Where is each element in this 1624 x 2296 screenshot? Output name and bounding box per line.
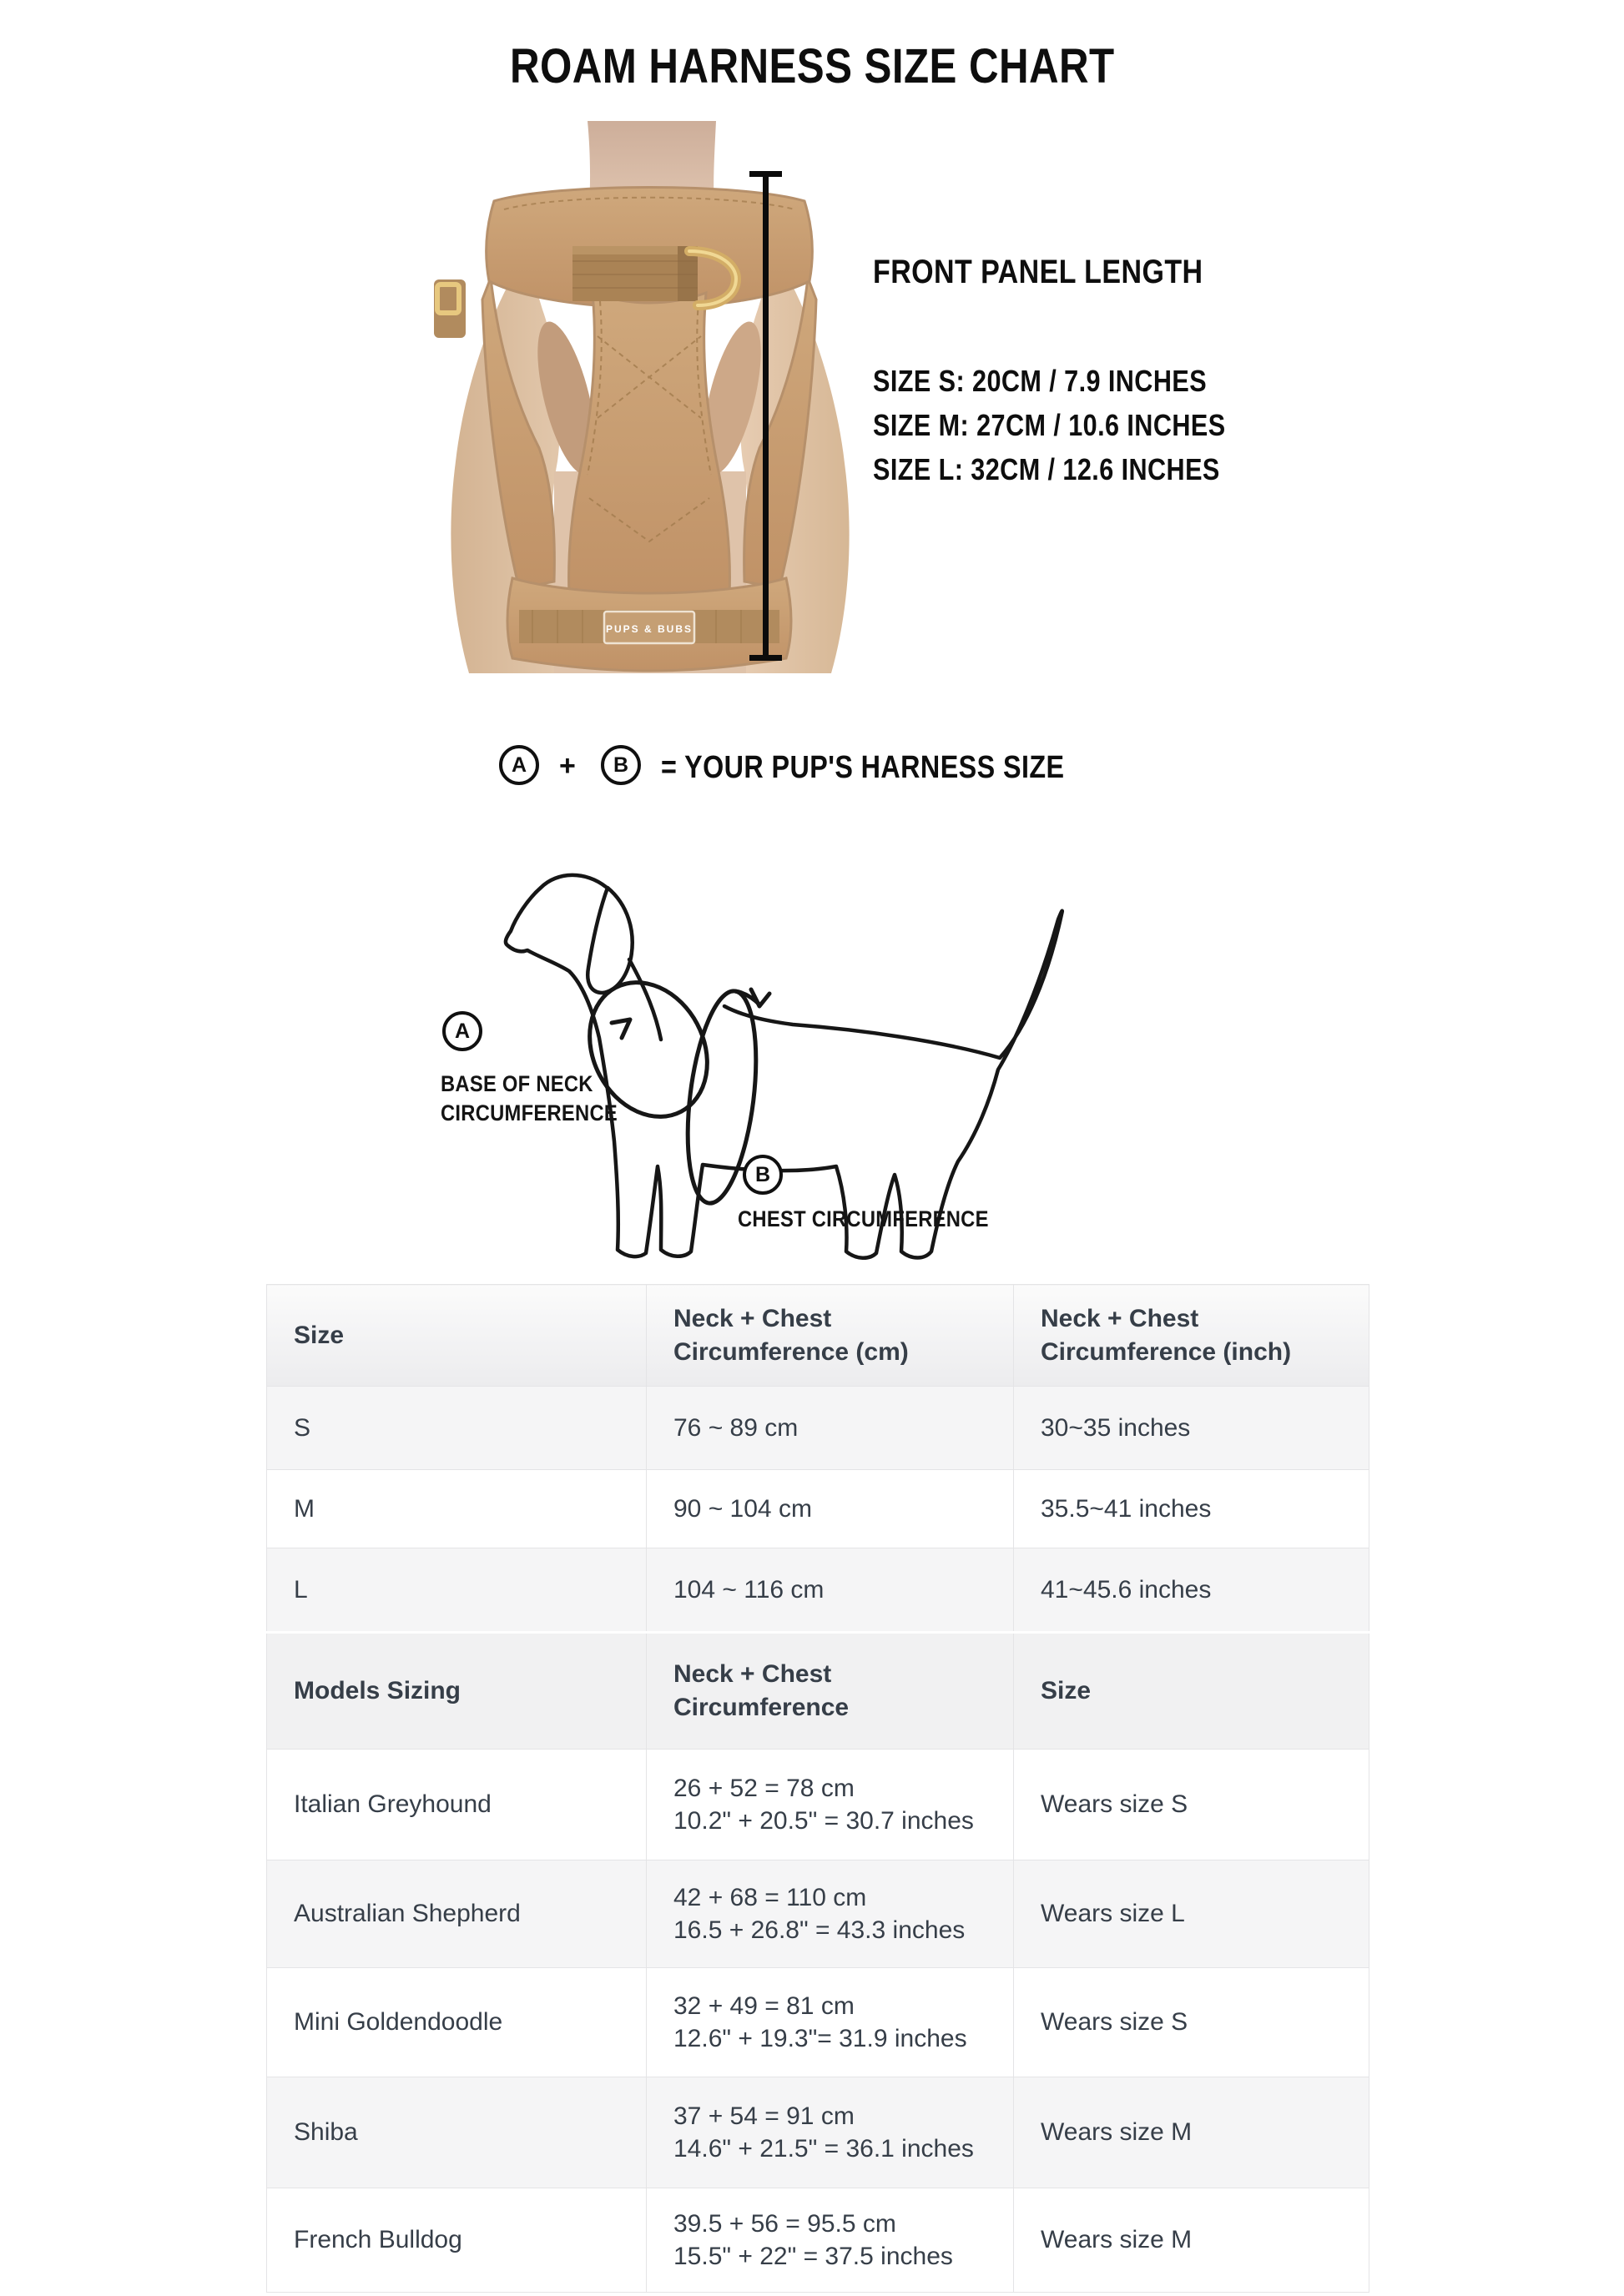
size-table-header-cm: Neck + Chest Circumference (cm) xyxy=(647,1285,1014,1387)
table-row-size-l: L 104 ~ 116 cm 41~45.6 inches xyxy=(267,1548,1369,1633)
size-table-header-row xyxy=(267,1285,1369,1387)
models-header-size: Size xyxy=(1014,1633,1369,1750)
models-header-circ: Neck + Chest Circumference xyxy=(647,1633,1014,1750)
sketch-b-badge: B xyxy=(743,1155,783,1195)
formula-result: = YOUR PUP'S HARNESS SIZE xyxy=(661,750,1065,785)
formula-b-badge: B xyxy=(601,745,641,785)
front-panel-size-m: SIZE M: 27CM / 10.6 INCHES xyxy=(873,408,1226,442)
sketch-b-label: CHEST CIRCUMFERENCE xyxy=(738,1206,989,1231)
table-row-size-m: M 90 ~ 104 cm 35.5~41 inches xyxy=(267,1470,1369,1548)
front-panel-measure-line xyxy=(763,171,769,661)
front-panel-size-s: SIZE S: 20CM / 7.9 INCHES xyxy=(873,364,1208,398)
front-panel-size-l: SIZE L: 32CM / 12.6 INCHES xyxy=(873,452,1220,486)
formula-plus: + xyxy=(559,750,576,782)
models-table-header-row xyxy=(267,1633,1369,1750)
harness-photo xyxy=(432,121,873,673)
size-chart-table xyxy=(266,1284,1369,2293)
brand-label-text: PUPS & BUBS xyxy=(605,623,693,635)
table-row-australian-shepherd: Australian Shepherd 42 + 68 = 110 cm 16.5 + 26.8" = 43.3 inches Wears size L xyxy=(267,1860,1369,1968)
table-row-italian-greyhound: Italian Greyhound 26 + 52 = 78 cm 10.2" + 20.5" = 30.7 inches Wears size S xyxy=(267,1750,1369,1860)
sketch-a-badge: A xyxy=(442,1011,482,1051)
page-title xyxy=(0,38,1624,94)
table-row-mini-goldendoodle: Mini Goldendoodle 32 + 49 = 81 cm 12.6" + 19.3"= 31.9 inches Wears size S xyxy=(267,1968,1369,2077)
table-row-shiba: Shiba 37 + 54 = 91 cm 14.6" + 21.5" = 36.1 inches Wears size M xyxy=(267,2077,1369,2188)
harness-photo-art xyxy=(432,121,873,673)
size-table-header-size: Size xyxy=(267,1285,647,1387)
front-panel-sizes xyxy=(873,359,1288,491)
size-table-header-inch: Neck + Chest Circumference (inch) xyxy=(1014,1285,1369,1387)
front-panel-heading: FRONT PANEL LENGTH xyxy=(873,254,1203,290)
table-row-size-s: S 76 ~ 89 cm 30~35 inches xyxy=(267,1387,1369,1470)
sketch-a-label: BASE OF NECK CIRCUMFERENCE xyxy=(441,1071,618,1125)
table-row-french-bulldog: French Bulldog 39.5 + 56 = 95.5 cm 15.5" + 22" = 37.5 inches Wears size M xyxy=(267,2188,1369,2293)
page-title-text: ROAM HARNESS SIZE CHART xyxy=(509,39,1115,93)
formula-a-badge: A xyxy=(499,745,539,785)
models-header-models: Models Sizing xyxy=(267,1633,647,1750)
